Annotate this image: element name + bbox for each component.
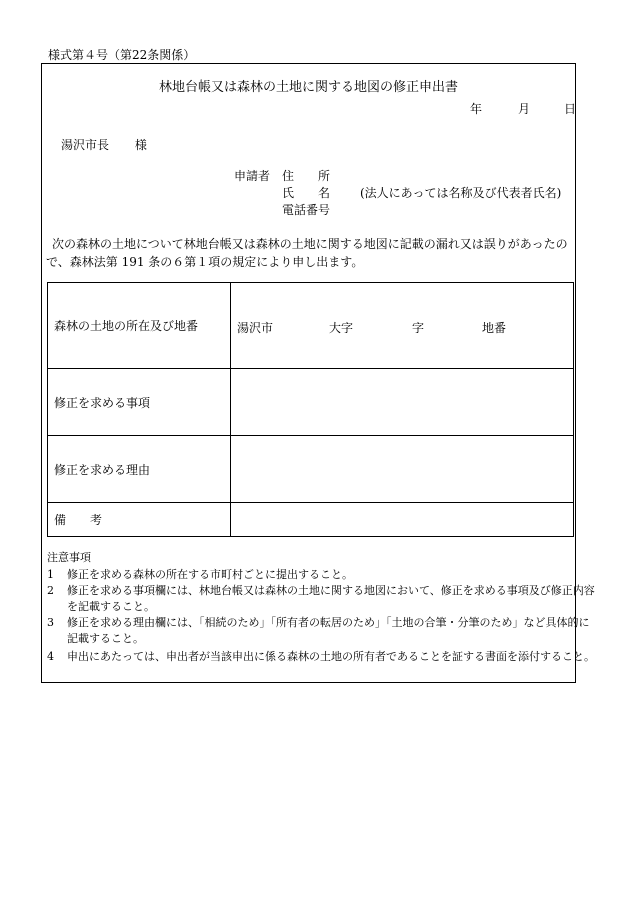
note-number: 3 [47,616,54,629]
form-number: 様式第４号（第22条関係） [48,48,196,62]
notes-heading: 注意事項 [47,551,91,564]
date-day-label: 日 [564,102,577,116]
correction-reason-field[interactable] [231,436,574,503]
date-year-label: 年 [470,102,483,116]
correction-item-field[interactable] [231,369,574,436]
note-number: 1 [47,568,54,581]
location-row [48,283,574,369]
note-text: 修正を求める森林の所在する市町村ごとに提出すること。 [67,568,353,581]
correction-item-label: 修正を求める事項 [48,369,231,436]
location-field[interactable] [231,283,574,369]
location-label: 森林の土地の所在及び地番 [48,283,231,369]
body-text-line1: 次の森林の土地について林地台帳又は森林の土地に関する地図に記載の漏れ又は誤りがあったの [52,237,568,251]
location-aza: 字 [412,321,425,335]
address-label: 住 所 [282,169,331,183]
note-number: 4 [47,650,54,663]
correction-table [47,282,574,537]
addressee [61,136,147,153]
form-frame [41,63,595,683]
correction-reason-label: 修正を求める理由 [48,436,231,503]
location-city: 湯沢市 [237,321,274,335]
name-label: 氏 名 [282,186,331,200]
note-text: 申出にあたっては、申出者が当該申出に係る森林の土地の所有者であることを証する書面を添付すること。 [67,650,595,663]
note-text-cont: を記載すること。 [67,600,155,613]
location-lot: 地番 [482,321,507,335]
remarks-label: 備 考 [48,503,231,537]
phone-label: 電話番号 [282,203,331,217]
note-number: 2 [47,584,54,597]
applicant-role: 申請者 [234,169,271,183]
date-month-label: 月 [518,102,531,116]
location-oaza: 大字 [329,321,354,335]
note-text: 修正を求める事項欄には、林地台帳又は森林の土地に関する地図において、修正を求める事項及び修正内容 [67,584,595,597]
remarks-row [48,503,574,537]
addressee-honorific: 様 [134,138,147,152]
correction-reason-row [48,436,574,503]
body-text-line2: で、森林法第 191 条の６第１項の規定により申し出ます。 [46,255,364,269]
remarks-field[interactable] [231,503,574,537]
note-text: 修正を求める理由欄には、「相続のため」「所有者の転居のため」「土地の合筆・分筆のため」など具体的に [67,616,590,629]
addressee-name: 湯沢市長 [61,138,110,152]
note-text-cont: 記載すること。 [67,632,144,645]
name-note: (法人にあっては名称及び代表者氏名) [360,186,562,200]
correction-item-row [48,369,574,436]
form-title: 林地台帳又は森林の土地に関する地図の修正申出書 [158,80,458,95]
